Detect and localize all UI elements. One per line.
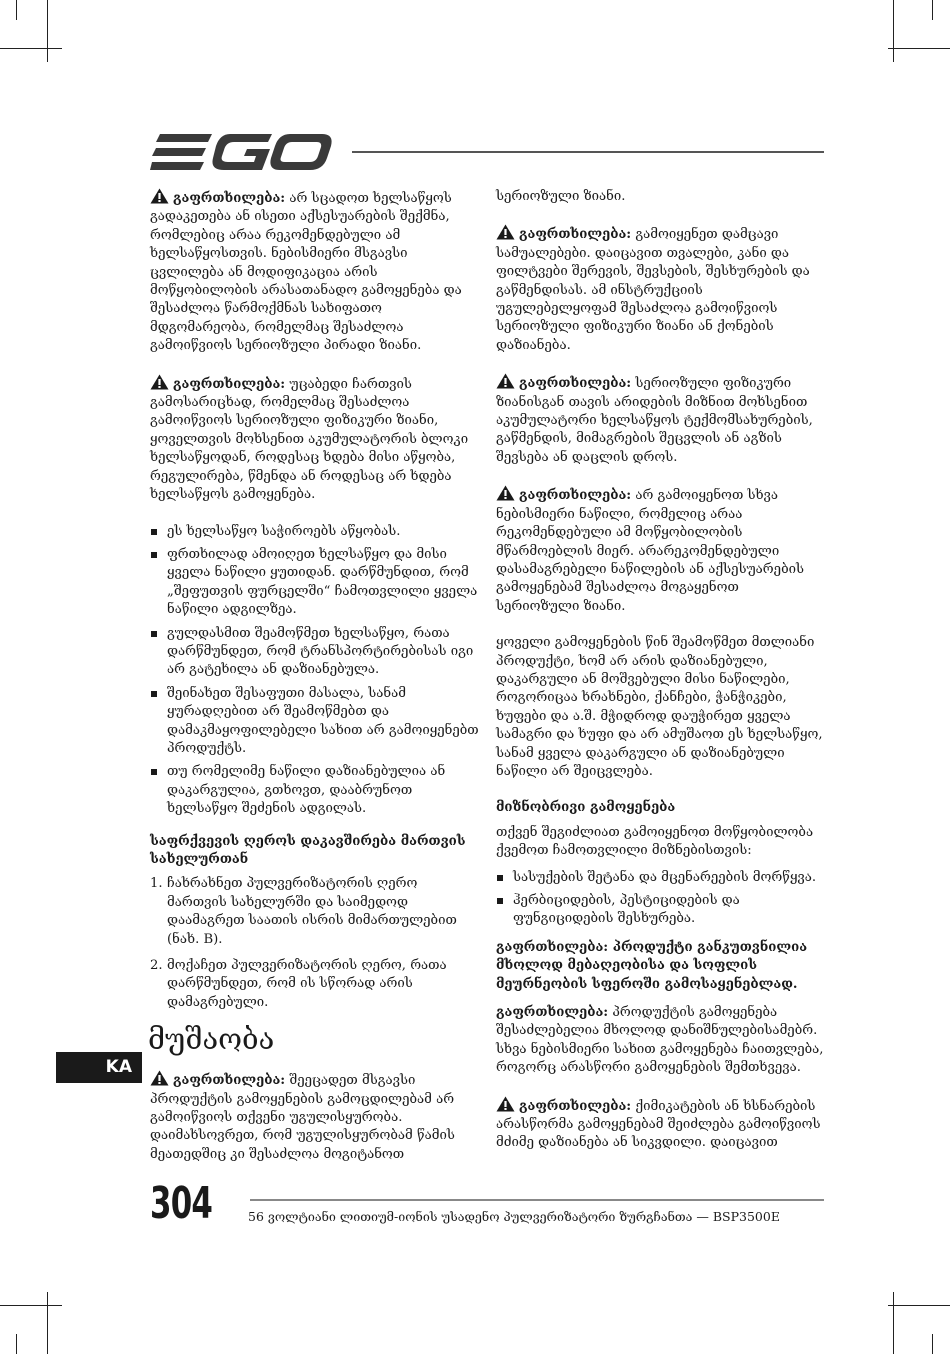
crop-mark bbox=[893, 0, 894, 62]
section-title: მუშაობა bbox=[148, 1022, 275, 1057]
subheading: საფრქვევის ღეროს დაკავშირება მართვის სახელურთან bbox=[150, 833, 466, 867]
warning-text: უცაბედი ჩართვის გამოსარიცხად, რომელმაც შესაძლოა გამოიწვიოს სერიოზული ფიზიკური ზიანი, ყოველთვის მოხსენით აკუმულატორის ბლოკი ხელსაწყოდან, როდესაც ხდება მისი აწყობა, რეგულირება, წმენდა ან როდესაც არ ხდება ხელსაწყოს გამოყენება. bbox=[150, 376, 469, 503]
warning-paragraph bbox=[150, 1070, 480, 1164]
left-column bbox=[150, 188, 480, 1182]
warning-triangle-icon bbox=[496, 485, 515, 501]
warning-triangle-icon bbox=[496, 224, 515, 240]
warning-text: შეეცადეთ მსგავსი პროდუქტის გამოყენების გამოცდილებამ არ გამოიწვიოს თქვენი უგულისყურობა. დაიმახსოვრეთ, რომ უგულისყურობამ წამის მეათედშიც კი შესაძლოა მოგიტანოთ bbox=[150, 1073, 455, 1162]
step-text: მოქაჩეთ პულვერიზატორის ღერო, რათა დარწმუნდეთ, რომ ის სწორად არის დამაგრებული. bbox=[167, 958, 447, 1010]
step-item bbox=[150, 957, 480, 1012]
list-item: სასუქების შეტანა და მცენარეების მორწყვა. bbox=[496, 869, 826, 887]
warning-label: გაფრთხილება: bbox=[519, 227, 632, 243]
ego-logo bbox=[150, 132, 332, 172]
right-column bbox=[496, 188, 826, 1171]
warning-paragraph bbox=[496, 1096, 826, 1153]
warning-text: გამოიყენეთ დამცავი სამუალებები. დაიცავით თვალები, კანი და ფილტვები შერევის, შევსების, შესხურების და გაწმენდისას. ამ ინსტრუქციის უგულებელყოფამ შესაძლოა გამოიწვიოს სერიოზული ფიზიკური ზიანი ან ქონების დაზიანება. bbox=[496, 227, 810, 353]
intended-use-heading: მიზნობრივი გამოყენება bbox=[496, 800, 676, 816]
footer-rule bbox=[250, 1199, 824, 1201]
warning-text: არ სცადოთ ხელსაწყოს გადაკეთება ან ისეთი აქსესუარების შექმნა, რომლებიც არაა რეკომენდებული ამ ხელსაწყოსთვის. ნებისმიერი მსგავსი ცვლილება ან მოდიფიკაცია არის მოწყობილობის არასათანადო გამოყენება და შესაძლოა წარმოქმნას სახიფათო მდგომარეობა, რომელმაც შესაძლოა გამოიწვიოს სერიოზული პირადი ზიანი. bbox=[150, 191, 462, 354]
crop-mark bbox=[888, 48, 950, 49]
warning-triangle-icon bbox=[150, 374, 169, 390]
list-item: გულდასმით შეამოწმეთ ხელსაწყო, რათა დარწმუნდეთ, რომ ტრანსპორტირებისას იგი არ გატეხილა ან დაზიანებულა. bbox=[150, 625, 480, 680]
warning-paragraph bbox=[496, 373, 826, 467]
list-item: ფრთხილად ამოიღეთ ხელსაწყო და მისი ყველა ნაწილი ყუთიდან. დარწმუნდით, რომ „შეფუთვის ფურცელში“ ჩამოთვლილი ყველა ნაწილი ადგილზეა. bbox=[150, 546, 480, 620]
list-item: შეინახეთ შესაფუთი მასალა, სანამ ყურადღებით არ შეამოწმებთ და დამაკმაყოფილებელი სახით არ გამოიყენებთ პროდუქტს. bbox=[150, 685, 480, 759]
step-number: 2. bbox=[150, 958, 163, 974]
crop-mark bbox=[47, 1292, 48, 1354]
warning-text: პროდუქტის გამოყენება შესაძლებელია მხოლოდ დანიშნულებისამებრ. სხვა ნებისმიერი სახით გამოყენება ჩაითვლება, როგორც არასწორი გამოყენების შემთხვევა. bbox=[496, 1005, 824, 1076]
warning-label: გაფრთხილება: bbox=[173, 1073, 286, 1089]
warning-triangle-icon bbox=[150, 188, 169, 204]
crop-mark bbox=[16, 1334, 17, 1354]
warning-paragraph bbox=[150, 188, 480, 356]
crop-mark bbox=[0, 48, 62, 49]
unpacking-list bbox=[150, 523, 480, 819]
crop-mark bbox=[888, 1305, 950, 1306]
warning-label: გაფრთხილება: bbox=[519, 376, 632, 392]
step-text: ჩახრახნეთ პულვერიზატორის ღერო მართვის სახელურში და საიმედოდ დაამაგრეთ საათის ისრის მიმართულებით (ნახ. B). bbox=[167, 876, 457, 947]
warning-paragraph bbox=[496, 224, 826, 355]
crop-mark bbox=[893, 1292, 894, 1354]
intended-use-text: თქვენ შეგიძლიათ გამოიყენოთ მოწყობილობა ქვემოთ ჩამოთვლილი მიზნებისთვის: bbox=[496, 824, 814, 859]
warning-triangle-icon bbox=[150, 1070, 169, 1086]
bold-warning: გაფრთხილება: პროდუქტი განკუთვნილია მხოლოდ მებაღეობისა და სოფლის მეურნეობის სფეროში გამოსაყენებლად. bbox=[496, 939, 808, 992]
header-rule bbox=[352, 151, 824, 153]
crop-mark bbox=[932, 0, 933, 20]
warning-text: სერიოზული ფიზიკური ზიანისგან თავის არიდების მიზნით მოხსენით აკუმულატორი ხელსაწყოს ტექმომსახურების, გაწმენდის, მიმაგრების შეცვლის ან აგზის შევსება ან დაცლის დროს. bbox=[496, 376, 813, 465]
inspection-paragraph: ყოველი გამოყენების წინ შეამოწმეთ მთლიანი პროდუქტი, ხომ არ არის დაზიანებული, დაკარგული ან მოშვებული მისი ნაწილები, როგორიცაა ხრახნები, ქანჩები, ჭანჭიკები, ხუფები და ა.შ. მჭიდროდ დაუჭირეთ ყველა სამაგრი და ხუფი და არ ამუშაოთ ეს ხელსაწყო, სანამ ყველა დაკარგული ან დაზიანებული ნაწილი არ შეიცვლება. bbox=[496, 635, 823, 779]
warning-paragraph bbox=[496, 1004, 826, 1078]
warning-text: არ გამოიყენოთ სხვა ნებისმიერი ნაწილი, რომელიც არაა რეკომენდებული ამ მოწყობილობის მწარმოებლის მიერ. არარეკომენდებული დასამაგრებელი ნაწილების ან აქსესუარების გამოყენებამ შესაძლოა მოგაყენოთ სერიოზული ზიანი. bbox=[496, 488, 804, 614]
assembly-steps bbox=[150, 875, 480, 1012]
list-item: თუ რომელიმე ნაწილი დაზიანებულია ან დაკარგულია, გთხოვთ, დააბრუნოთ ხელსაწყო შეძენის ადგილას. bbox=[150, 763, 480, 818]
crop-mark bbox=[47, 0, 48, 62]
warning-triangle-icon bbox=[496, 1096, 515, 1112]
crop-mark bbox=[932, 1334, 933, 1354]
warning-label: გაფრთხილება: bbox=[519, 488, 632, 504]
warning-label: გაფრთხილება: bbox=[173, 376, 286, 392]
language-tab: KA bbox=[56, 1052, 142, 1083]
step-item bbox=[150, 875, 480, 949]
crop-mark bbox=[0, 1305, 62, 1306]
warning-label: გაფრთხილება: bbox=[496, 1005, 609, 1021]
list-item: ეს ხელსაწყო საჭიროებს აწყობას. bbox=[150, 523, 480, 541]
warning-triangle-icon bbox=[496, 373, 515, 389]
footer-text: 56 ვოლტიანი ლითიუმ-იონის უსადენო პულვერიზატორი ზურგჩანთა — BSP3500E bbox=[248, 1209, 780, 1224]
step-number: 1. bbox=[150, 876, 163, 892]
warning-paragraph bbox=[496, 485, 826, 616]
warning-label: გაფრთხილება: bbox=[519, 1098, 632, 1114]
crop-mark bbox=[16, 0, 17, 20]
page-number: 304 bbox=[150, 1178, 213, 1229]
warning-text: ქიმიკატების ან ხსნარების არასწორმა გამოყენებამ შეიძლება გამოიწვიოს მძიმე დაზიანება ან სიკვდილი. დაიცავით bbox=[496, 1098, 821, 1151]
warning-paragraph bbox=[150, 374, 480, 505]
intended-use-list bbox=[496, 869, 826, 929]
continuation-text: სერიოზული ზიანი. bbox=[496, 189, 626, 204]
warning-label: გაფრთხილება: bbox=[173, 191, 286, 206]
list-item: ჰერბიციდების, პესტიციდების და ფუნგიციდების შესხურება. bbox=[496, 892, 826, 929]
